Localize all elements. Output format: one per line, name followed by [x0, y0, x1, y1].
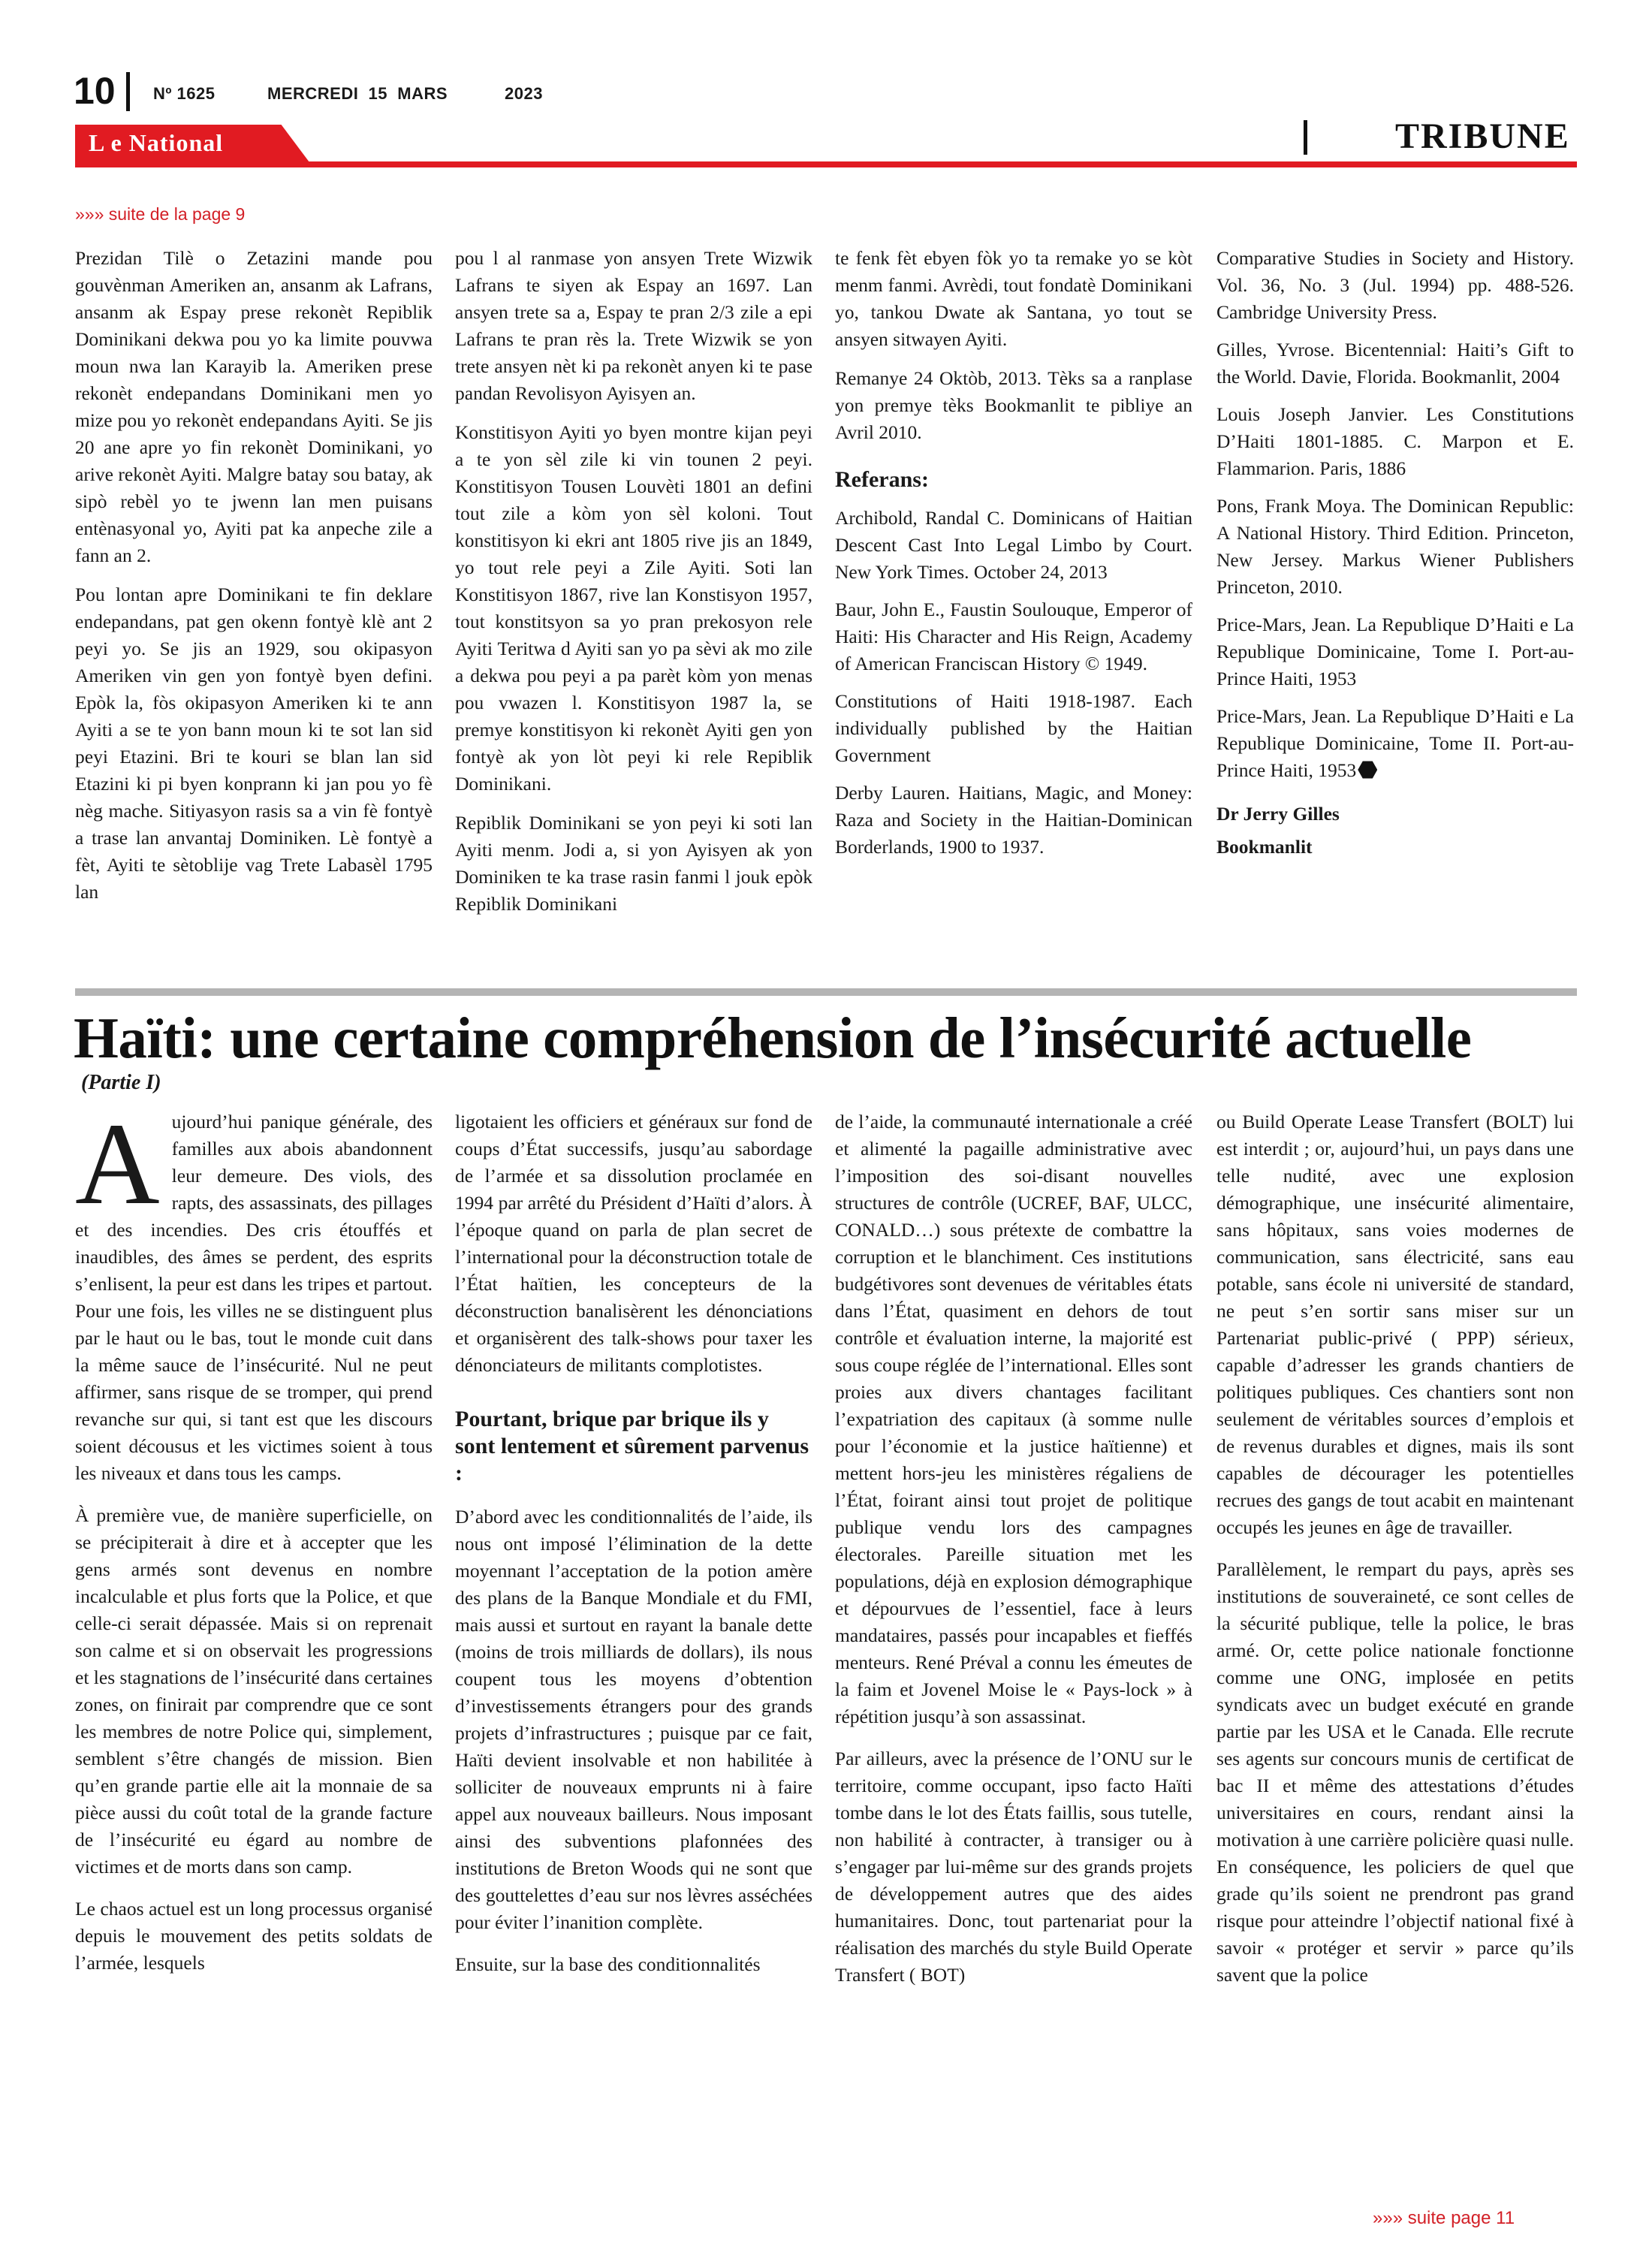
- lead-text: ujourd’hui panique générale, des familles aux abois abandonnent leur demeure. Des viols, des rapts, des assassinats, des pillages et des incendies. Des cris étouffés et inaudibles, des âmes se perdent, des esprits s’enlisent, la peur est dans les tripes et partout. Pour une fois, les villes ne se distinguent plus par le haut ou le bas, tout le monde cuit dans la même sauce de l’insécurité. Nul ne peut affirmer, sans risque de se tromper, qui prend revanche sur qui, si tant est que les discours soient décousus et les victimes soient à tous les niveaux et dans tous les camps.: [75, 1111, 433, 1484]
- paragraph: te fenk fèt ebyen fòk yo ta remake yo se kòt menm fanmi. Avrèdi, tout fondatè Dominikani yo, tankou Dwate ak Santana, yo tout se ansyen sitwayen Ayiti.: [835, 247, 1192, 350]
- paragraph: Ensuite, sur la base des conditionnalités: [455, 1953, 761, 1975]
- header-separator: [126, 72, 130, 111]
- article-divider: [75, 988, 1577, 996]
- article-subheading: Pourtant, brique par brique ils y sont lentement et sûrement parvenus :: [455, 1407, 809, 1485]
- paragraph: pou l al ranmase yon ansyen Trete Wizwik Lafrans te siyen ak Espay an 1697. Lan ansyen trete sa a, Espay te pran 2/3 zile a epi Lafrans te pran rès la. Trete Wizwik se yon trete ansyen nèt ki pa rekonèt anyen ki te pase pandan Revolisyon Ayisyen an.: [455, 247, 812, 404]
- article-part-label: (Partie I): [81, 1071, 161, 1094]
- reference-item: Price-Mars, Jean. La Republique D’Haiti e La Republique Dominicaine, Tome I. Port-au-Prince Haiti, 1953: [1216, 614, 1574, 689]
- author-name: Dr Jerry Gilles: [1216, 803, 1340, 825]
- paragraph: ou Build Operate Lease Transfert (BOLT) lui est interdit ; or, aujourd’hui, un pays dans une telle nudité, avec une explosion démographique, une insécurité alimentaire, sans hôpitaux, sans voies modernes de communication, sans électricité, sans eau potable, sans école ni université de standard, ne peut s’en sortir sans miser sur un Partenariat public-privé ( PPP) sérieux, capable d’adresser les grands chantiers de politiques publiques. Ces chantiers sont non seulement de véritables sources d’emplois et de revenus durables et dignes, mais ils sont capables de décourager les potentielles recrues des gangs de tout acabit en maintenant occupés les jeunes en âge de travailler.: [1216, 1111, 1574, 1538]
- article-column-2: [455, 1108, 812, 1993]
- reference-item: Gilles, Yvrose. Bicentennial: Haiti’s Gift to the World. Davie, Florida. Bookmanlit, 2004: [1216, 339, 1574, 388]
- reference-item: Comparative Studies in Society and History. Vol. 36, No. 3 (Jul. 1994) pp. 488-526. Cambridge University Press.: [1216, 247, 1574, 323]
- issue-number: Nº 1625: [153, 84, 216, 103]
- continued-on-link[interactable]: »»» suite page 11: [1373, 2208, 1515, 2228]
- reference-item: Pons, Frank Moya. The Dominican Republic: A National History. Third Edition. Princeton, New Jersey. Markus Wiener Publishers Princeton, 2010.: [1216, 495, 1574, 598]
- reference-item: Derby Lauren. Haitians, Magic, and Money: Raza and Society in the Haitian-Dominican Borderlands, 1900 to 1937.: [835, 782, 1192, 858]
- paragraph: Konstitisyon Ayiti yo byen montre kijan peyi a te yon sèl zile ki vin tounen 2 peyi. Konstitisyon Tousen Louvèti 1801 an defini tout zile a kòm yon sèl koloni. Tout konstitisyon ki ekri ant 1805 rive jis an 1849, yo tout rele peyi a Zile Ayiti. Soti lan Konstitisyon 1867, rive lan Konstisyon 1957, tout konstitsyon sa yo pran prekosyon rele Ayiti Teritwa d Ayiti san yo pa sèvi ak mo zile a dekwa pou peyi a pa parèt kòm yon menas pou vwazen l. Konstitisyon 1987 la, se premye konstitisyon ki rekonèt Ayiti gen yon fontyè ak yon lòt peyi ki rele Repiblik Dominikani.: [455, 421, 812, 795]
- paragraph: Par ailleurs, avec la présence de l’ONU sur le territoire, comme occupant, ipso facto Haïti tombe dans le lot des États faillis, sous tutelle, non habilité à contracter, à transiger ou à s’engager par lui-même sur des grands projets de développement autres que des aides humanitaires. Donc, tout partenariat pour la réalisation des marchés du style Build Operate Transfert ( BOT): [835, 1748, 1192, 1986]
- reference-text: Price-Mars, Jean. La Republique D’Haiti e La Republique Dominicaine, Tome II. Port-au-Prince Haiti, 1953: [1216, 705, 1574, 781]
- issue-date: MERCREDI 15 MARS: [267, 84, 448, 103]
- reference-item: Constitutions of Haiti 1918-1987. Each individually published by the Haitian Government: [835, 690, 1192, 766]
- lead-paragraph: [75, 1099, 433, 1487]
- article-headline: Haïti: une certaine compréhension de l’insécurité actuelle: [74, 1006, 1472, 1070]
- reference-item: Baur, John E., Faustin Soulouque, Emperor of Haiti: His Character and His Reign, Academy of American Franciscan History © 1949.: [835, 599, 1192, 674]
- reference-item-last: [1216, 703, 1574, 784]
- paragraph: À première vue, de manière superficielle, on se précipiterait à dire et à accepter que les gens armés sont devenus en nombre incalculable et plus forts que la Police, et que celle-ci serait dépassée. Mais si on reprenait son calme et si on observait les progressions et les stagnations de l’insécurité dans certaines zones, on finirait par comprendre que ce sont les membres de notre Police qui, simplement, semblent s’être changés de mission. Bien qu’en grande partie elle ait la monnaie de sa pièce aussi du coût total de la grande facture de l’insécurité eu égard au nombre de victimes et de morts dans son camp.: [75, 1504, 433, 1878]
- header-red-rule: [75, 161, 1577, 167]
- end-of-article-icon: [1358, 760, 1377, 780]
- issue-year: 2023: [505, 84, 543, 103]
- article-column-3: [835, 1108, 1192, 2004]
- tribune-column-2: [455, 245, 812, 930]
- drop-cap: A: [75, 1099, 160, 1229]
- reference-item: Archibold, Randal C. Dominicans of Haitian Descent Cast Into Legal Limbo by Court. New York Times. October 24, 2013: [835, 507, 1192, 583]
- section-name: TRIBUNE: [1395, 116, 1570, 156]
- publication-name: L e National: [89, 129, 224, 156]
- tribune-column-3: [835, 245, 1192, 871]
- tribune-column-4: [1216, 245, 1574, 861]
- reference-item: Louis Joseph Janvier. Les Constitutions D’Haiti 1801-1885. C. Marpon et E. Flammarion. Paris, 1886: [1216, 403, 1574, 479]
- references-heading: Referans:: [835, 467, 929, 492]
- paragraph: de l’aide, la communauté internationale a créé et alimenté la pagaille administrative avec l’imposition des soi-disant nouvelles structures de contrôle (UCREF, BAF, ULCC, CONALD…) sous prétexte de combattre la corruption et le blanchiment. Ces institutions budgétivores sont devenues de véritables états dans l’État, quasiment en dehors de tout contrôle et évaluation interne, la majorité est sous coupe réglée de l’international. Elles sont proies aux divers chantages facilitant l’expatriation des capitaux (à somme nulle pour l’économie et la justice haïtienne) et mettent hors-jeu les ministères régaliens de l’État, foirant ainsi tout projet de politique publique vendu lors des campagnes électorales. Pareille situation met les populations, déjà en explosion démographique et dépourvues de l’essentiel, face à leurs mandataires, passés pour incapables et fieffés menteurs. René Préval a connu les émeutes de la faim et Jovenel Moise le « Pays-lock » à répétition jusqu’à son assassinat.: [835, 1111, 1192, 1727]
- article-column-1: [75, 1099, 433, 1992]
- paragraph: Repiblik Dominikani se yon peyi ki soti lan Ayiti menm. Jodi a, si yon Ayisyen ak yon Dominiken te ka trase rasin fanmi l jouk epòk Repiblik Dominikani: [455, 812, 812, 915]
- tribune-column-1: [75, 245, 433, 918]
- paragraph: Le chaos actuel est un long processus organisé depuis le mouvement des petits soldats de l’armée, lesquels: [75, 1898, 433, 1974]
- paragraph: Parallèlement, le rempart du pays, après ses institutions de souveraineté, ce sont celles de la sécurité publique, telle la police, le bras armé. Or, cette police nationale fonctionne comme une ONG, implosée en petits syndicats avec un budget exécuté en grande partie par les USA et le Canada. Elle recrute ses agents sur concours munis de certificat de bac II et même des attestations d’études universitaires en cours, rendant ainsi la motivation à une carrière policière quasi nulle. En conséquence, les policiers de quel que grade qu’ils soient ne prendront pas grand risque pour atteindre l’objectif national fixé à savoir « protéger et servir » parce qu’ils savent que la police: [1216, 1558, 1574, 1986]
- page-number: 10: [74, 70, 116, 112]
- paragraph: Prezidan Tilè o Zetazini mande pou gouvènman Ameriken an, ansanm ak Lafrans, ansanm ak Espay prese rekonèt Repiblik Dominikani dekwa pou yo ka limite pouvwa moun nwa lan Karayib la. Ameriken prese rekonèt endepandans Dominikani men yo mize pou yo rekonèt endepandans Ayiti. Se jis 20 ane apre yo fin rekonèt Dominikani, yo arive rekonèt Ayiti. Malgre batay sou batay, ak sipò rebèl yo te jwenn lan men puisans entènasyonal yo, Ayiti pat ka anpeche zile a fann an 2.: [75, 247, 433, 566]
- paragraph: Remanye 24 Oktòb, 2013. Tèks sa a ranplase yon premye tèks Bookmanlit te pibliye an Avril 2010.: [835, 367, 1192, 443]
- article-column-4: [1216, 1108, 1574, 2004]
- paragraph: D’abord avec les conditionnalités de l’aide, ils nous ont imposé l’élimination de la dette moyennant l’acceptation de la potion amère des plans de la Banque Mondiale et du FMI, mais aussi et surtout en rayant la banale dette (moins de trois milliards de dollars), ils nous coupent tous les moyens d’obtention d’investissements étrangers pour des grands projets d’infrastructures ; puisque par ce fait, Haïti devient insolvable et non habilitée à solliciter de nouveaux emprunts ni à faire appel aux nouveaux bailleurs. Nous imposant ainsi des subventions plafonnées des institutions de Breton Woods qui ne sont que des gouttelettes d’eau sur nos lèvres asséchées pour éviter l’inanition complète.: [455, 1506, 812, 1933]
- continued-from-link[interactable]: »»» suite de la page 9: [75, 204, 246, 224]
- paragraph: Pou lontan apre Dominikani te fin deklare endepandans, pat gen okenn fontyè klè ant 2 peyi yo. Se jis an 1929, sou okipasyon Ameriken vin gen yon fontyè byen defini. Epòk la, fòs okipasyon Ameriken ki te ann Ayiti a se te yon bann moun ki te sot lan sid peyi Etazini. Bri te kouri se blan lan sid Etazini ki pi byen konprann ki jan pou yo fè nèg mache. Sitiyasyon rasis sa a vin fè fontyè a trase lan anvantaj Dominiken. Lè fontyè a fèt, Ayiti te sètoblije vag Trete Labasèl 1795 lan: [75, 584, 433, 903]
- paragraph: ligotaient les officiers et généraux sur fond de coups d’État successifs, jusqu’au sabordage de l’armée et sa dissolution proclamée en 1994 par arrêté du Président d’Haïti d’alors. À l’époque quand on parla de plan secret de l’international pour la déconstruction totale de l’État haïtien, les concepteurs de la déconstruction banalisèrent les dénonciations et organisèrent des talk-shows pour taxer les dénonciateurs de militants complotistes.: [455, 1111, 812, 1376]
- author-organization: Bookmanlit: [1216, 836, 1313, 858]
- section-separator: [1304, 120, 1307, 155]
